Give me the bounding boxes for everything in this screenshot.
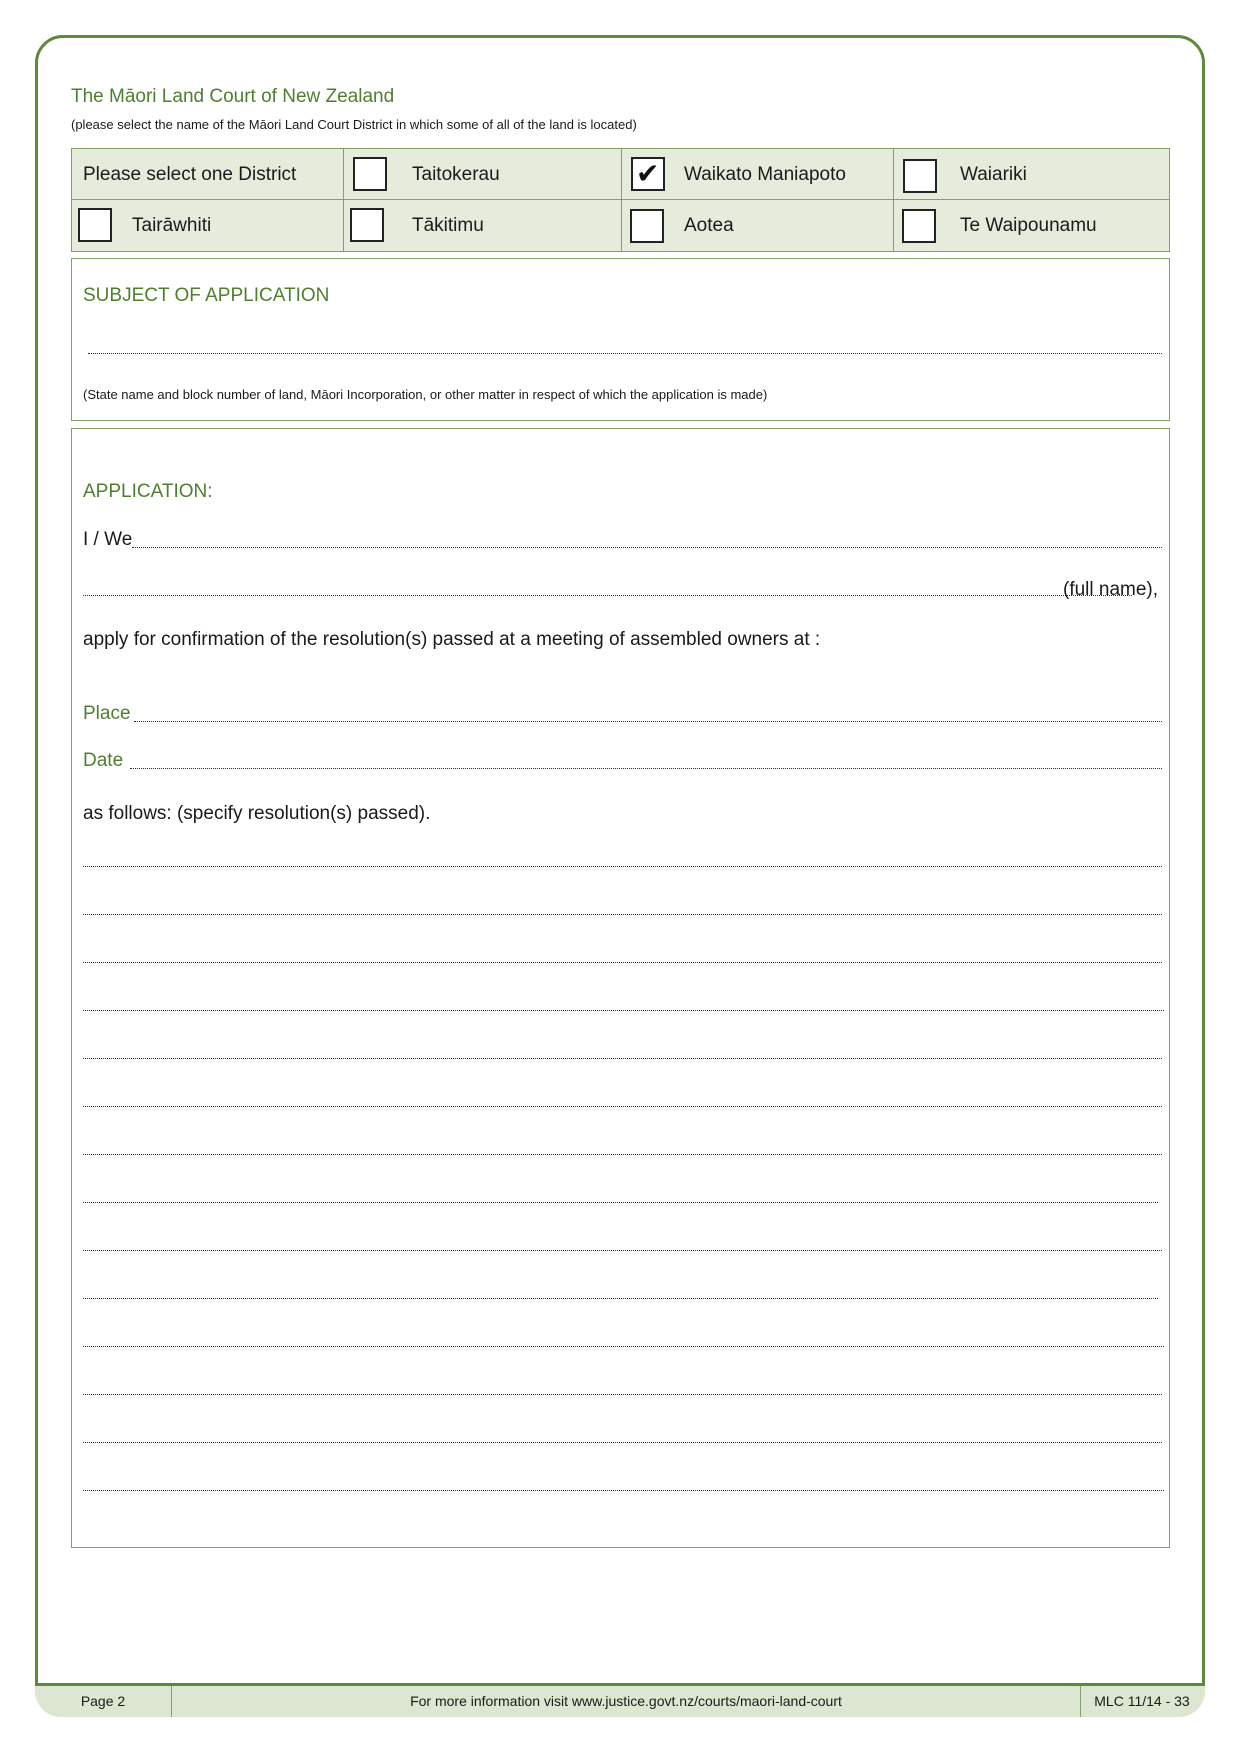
resolution-line[interactable] <box>83 1154 1162 1155</box>
name-input-line-1[interactable] <box>132 547 1162 548</box>
footer-info: For more information visit www.justice.govt.nz/courts/maori-land-court <box>410 1693 842 1709</box>
district-prompt-cell <box>72 149 344 200</box>
district-label: Taitokerau <box>412 164 500 185</box>
checkbox-tairawhiti[interactable] <box>78 208 112 242</box>
resolution-line[interactable] <box>83 1010 1164 1011</box>
checkbox-aotea[interactable] <box>630 209 664 243</box>
iwe-label: I / We <box>83 529 133 550</box>
page-footer <box>35 1683 1205 1717</box>
district-option-aotea[interactable] <box>622 200 894 251</box>
confirmation-text: apply for confirmation of the resolution(s) passed at a meeting of assembled owners at : <box>83 629 821 650</box>
resolution-line[interactable] <box>83 1202 1158 1203</box>
application-heading: APPLICATION: <box>83 481 213 502</box>
district-selector <box>71 148 1170 252</box>
name-input-line-2[interactable] <box>83 595 1132 596</box>
page-number: Page 2 <box>80 1693 126 1709</box>
resolution-line[interactable] <box>83 1298 1158 1299</box>
district-option-takitimu[interactable] <box>344 200 622 251</box>
checkbox-waiariki[interactable] <box>903 159 937 193</box>
district-instructions: (please select the name of the Māori Land Court District in which some of all of the land is located) <box>71 117 637 132</box>
date-input-line[interactable] <box>130 768 1162 769</box>
checkmark-icon: ✔ <box>636 157 660 190</box>
district-option-tairawhiti[interactable] <box>72 200 344 251</box>
district-label: Waiariki <box>960 164 1027 185</box>
subject-heading: SUBJECT OF APPLICATION <box>83 285 330 306</box>
place-label: Place <box>83 703 131 724</box>
subject-input-line[interactable] <box>88 353 1162 354</box>
court-title: The Māori Land Court of New Zealand <box>71 86 395 107</box>
checkbox-takitimu[interactable] <box>350 208 384 242</box>
resolution-line[interactable] <box>83 1346 1164 1347</box>
subject-note: (State name and block number of land, Māori Incorporation, or other matter in respect of which the application is made) <box>83 387 768 402</box>
subject-section <box>71 258 1170 421</box>
checkbox-waikato-maniapoto[interactable] <box>631 157 665 191</box>
place-input-line[interactable] <box>134 721 1162 722</box>
district-label: Tākitimu <box>412 215 484 236</box>
district-option-waikato-maniapoto[interactable] <box>622 149 894 200</box>
resolution-line[interactable] <box>83 1490 1164 1491</box>
checkbox-te-waipounamu[interactable] <box>902 209 936 243</box>
date-label: Date <box>83 750 124 771</box>
resolution-line[interactable] <box>83 1442 1162 1443</box>
district-prompt: Please select one District <box>83 164 297 185</box>
district-label: Tairāwhiti <box>132 215 212 236</box>
district-label: Waikato Maniapoto <box>684 164 846 185</box>
resolution-line[interactable] <box>83 1250 1162 1251</box>
checkbox-taitokerau[interactable] <box>353 157 387 191</box>
district-option-waiariki[interactable] <box>894 149 1169 200</box>
resolution-line[interactable] <box>83 866 1162 867</box>
resolution-line[interactable] <box>83 962 1162 963</box>
district-label: Te Waipounamu <box>960 215 1097 236</box>
resolution-line[interactable] <box>83 914 1162 915</box>
form-code: MLC 11/14 - 33 <box>1094 1693 1190 1709</box>
application-section <box>71 428 1170 1548</box>
resolution-line[interactable] <box>83 1106 1162 1107</box>
fullname-suffix: (full name), <box>1063 579 1159 600</box>
follows-text: as follows: (specify resolution(s) passed). <box>83 803 431 824</box>
resolution-line[interactable] <box>83 1394 1162 1395</box>
district-option-te-waipounamu[interactable] <box>894 200 1169 251</box>
district-option-taitokerau[interactable] <box>344 149 622 200</box>
resolution-line[interactable] <box>83 1058 1162 1059</box>
district-label: Aotea <box>684 215 734 236</box>
